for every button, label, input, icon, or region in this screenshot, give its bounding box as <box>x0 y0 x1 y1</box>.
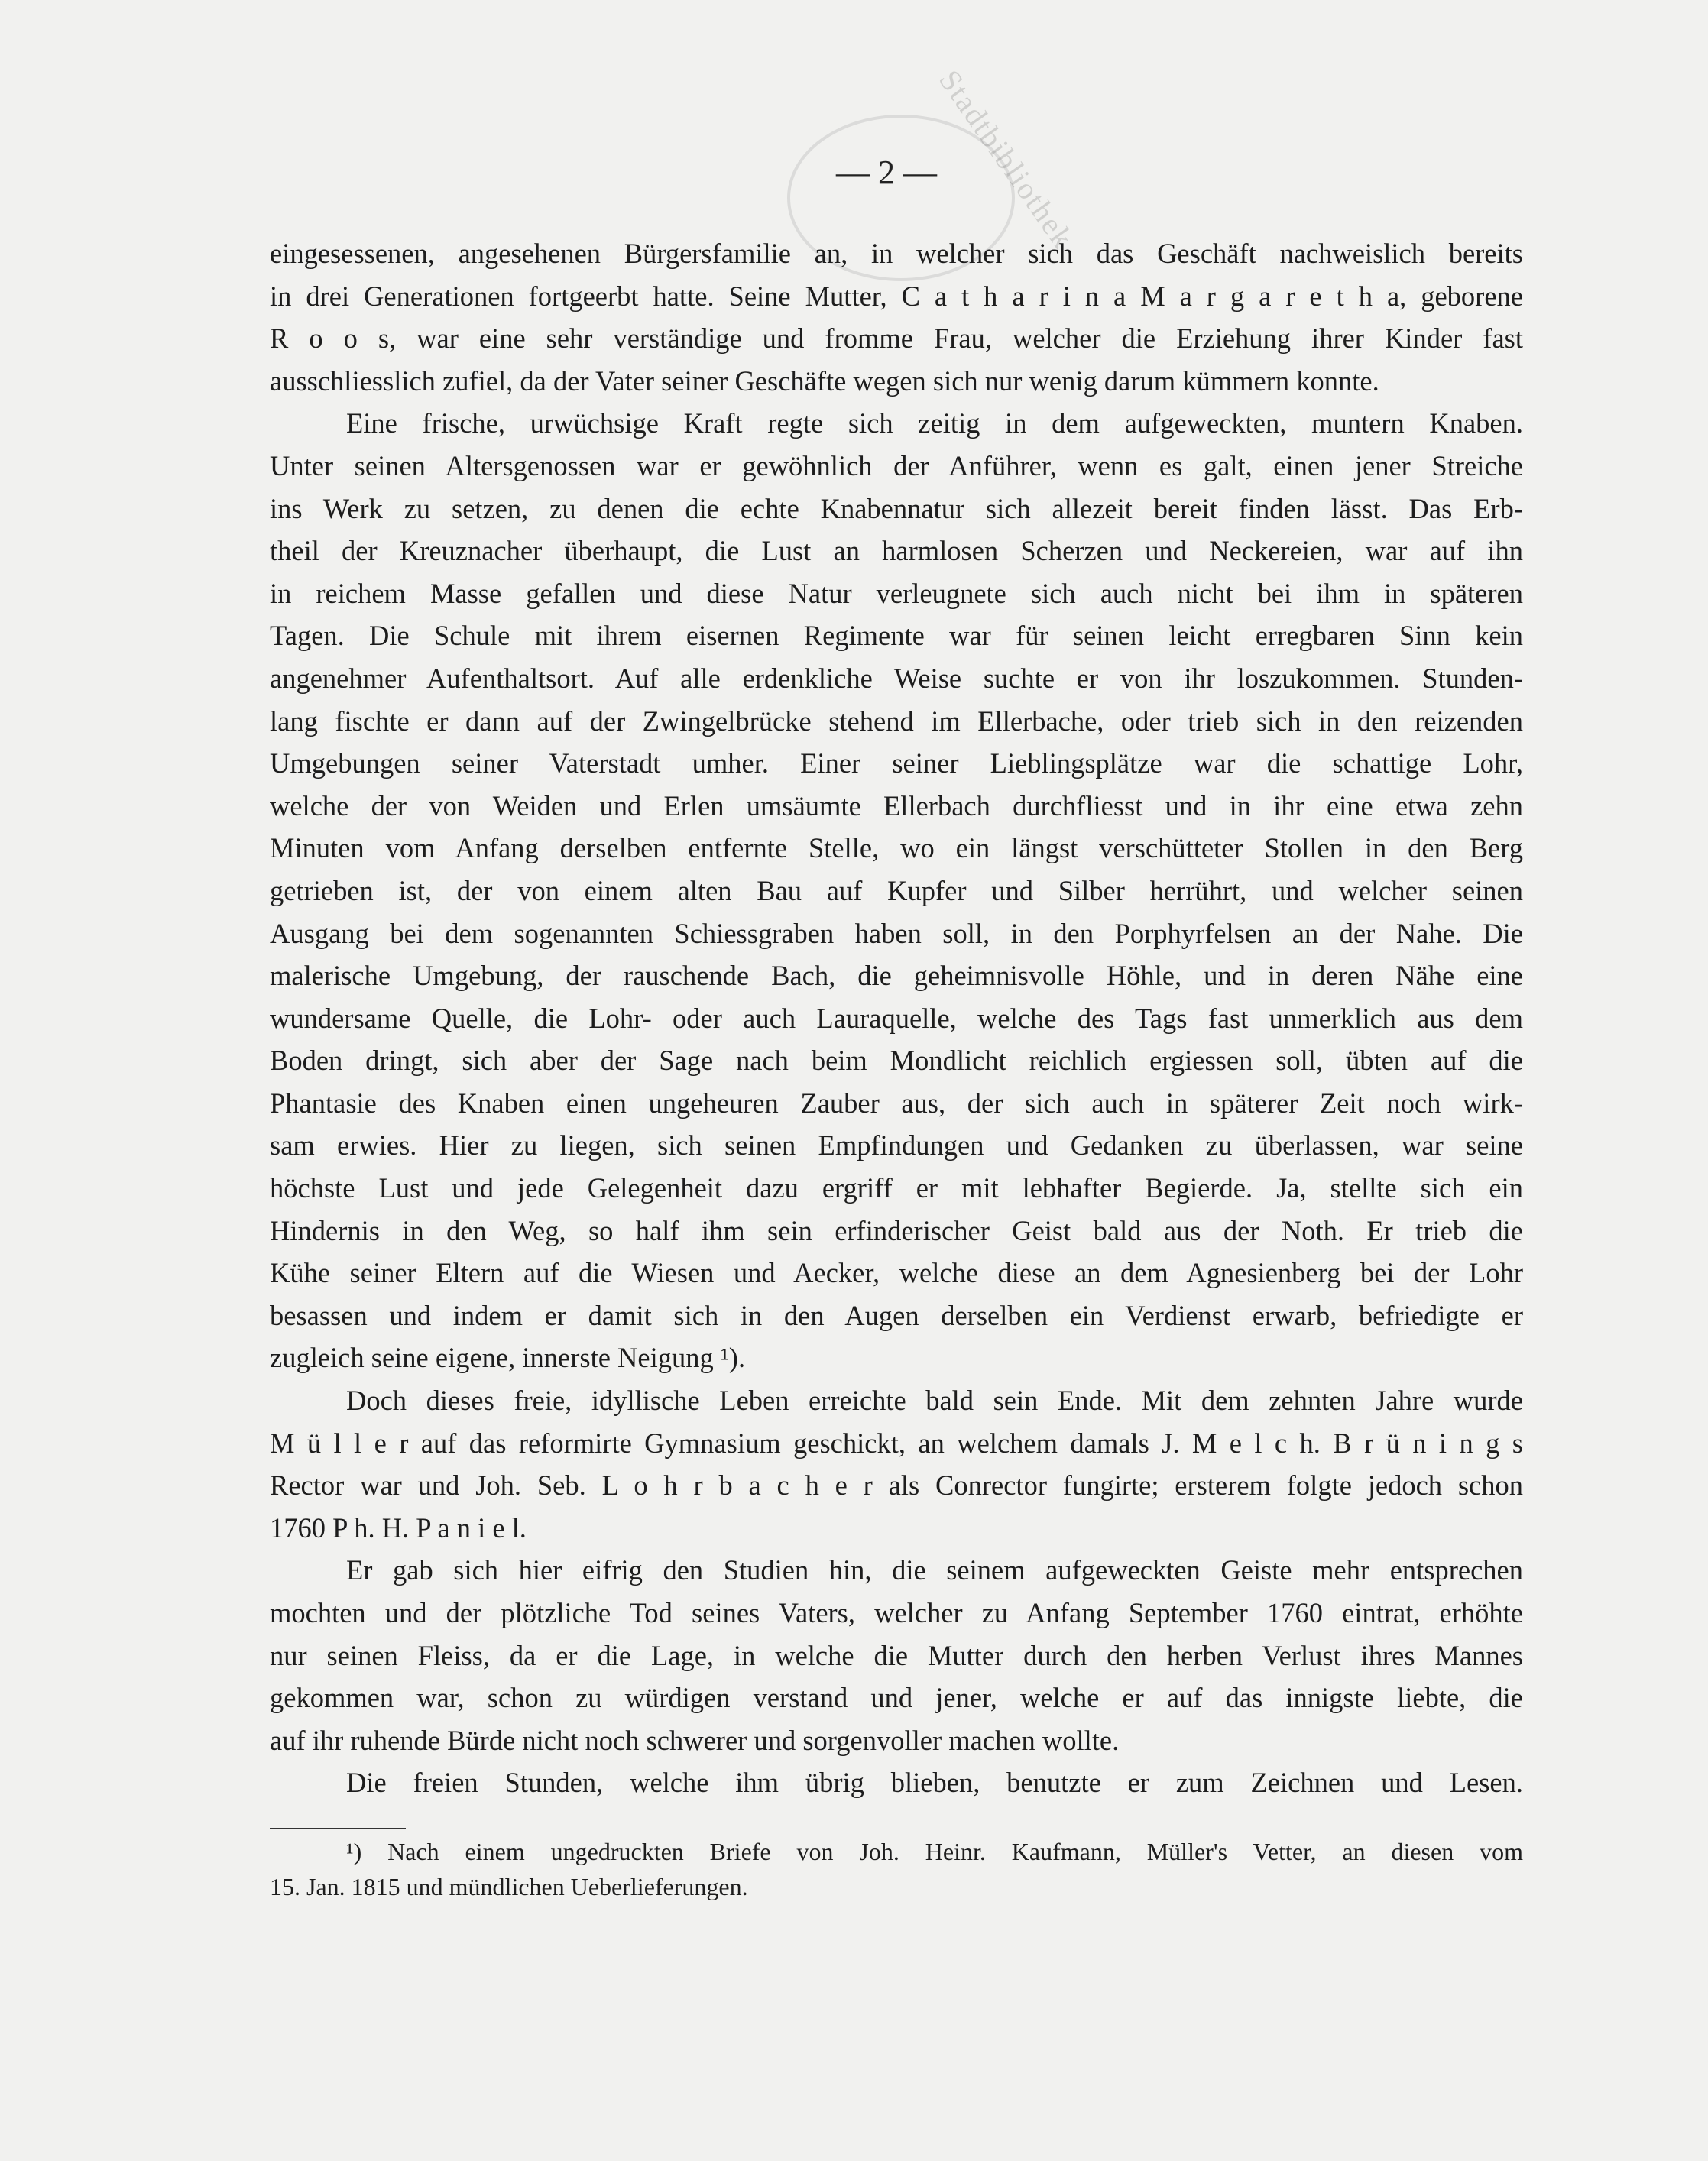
text-line: R o o s, war eine sehr verständige und fromme Frau, welcher die Erziehung ihrer Kinder fast <box>270 322 1523 355</box>
text-line: gekommen war, schon zu würdigen verstand und jener, welche er auf das innigste liebte, die <box>270 1682 1523 1714</box>
text-line: sam erwies. Hier zu liegen, sich seinen Empfindungen und Gedanken zu überlassen, war seine <box>270 1129 1523 1161</box>
text-line: theil der Kreuznacher überhaupt, die Lust an harmlosen Scherzen und Neckereien, war auf ihn <box>270 535 1523 567</box>
footnote-line: ¹) Nach einem ungedruckten Briefe von Joh. Heinr. Kaufmann, Müller's Vetter, an diesen vom <box>346 1838 1523 1865</box>
text-line: Phantasie des Knaben einen ungeheuren Zauber aus, der sich auch in späterer Zeit noch wirk- <box>270 1087 1523 1119</box>
text-line: höchste Lust und jede Gelegenheit dazu ergriff er mit lebhafter Begierde. Ja, stellte sich ein <box>270 1172 1523 1204</box>
text-line: Boden dringt, sich aber der Sage nach beim Mondlicht reichlich ergiessen soll, übten auf die <box>270 1045 1523 1077</box>
footnote-line: 15. Jan. 1815 und mündlichen Ueberlieferungen. <box>270 1873 748 1900</box>
text-line: Er gab sich hier eifrig den Studien hin, die seinem aufgeweckten Geiste mehr entsprechen <box>346 1554 1523 1586</box>
text-line: Minuten vom Anfang derselben entfernte Stelle, wo ein längst verschütteter Stollen in den Berg <box>270 832 1523 864</box>
text-line: lang fischte er dann auf der Zwingelbrücke stehend im Ellerbache, oder trieb sich in den reizenden <box>270 705 1523 737</box>
footnote-separator <box>270 1828 406 1829</box>
text-line: Eine frische, urwüchsige Kraft regte sich zeitig in dem aufgeweckten, muntern Knaben. <box>346 407 1523 439</box>
main-text-block <box>270 232 1523 1804</box>
text-line: getrieben ist, der von einem alten Bau auf Kupfer und Silber herrührt, und welcher seinen <box>270 874 1523 906</box>
text-line: besassen und indem er damit sich in den Augen derselben ein Verdienst erwarb, befriedigte er <box>270 1299 1523 1331</box>
text-line: M ü l l e r auf das reformirte Gymnasium geschickt, an welchem damals J. M e l c h. B r ü n i n g s <box>270 1427 1523 1459</box>
text-line: Kühe seiner Eltern auf die Wiesen und Aecker, welche diese an dem Agnesienberg bei der Lohr <box>270 1257 1523 1289</box>
library-stamp-text: Stadtbibliothek <box>932 63 1081 255</box>
text-line: wundersame Quelle, die Lohr- oder auch Lauraquelle, welche des Tags fast unmerklich aus dem <box>270 1002 1523 1034</box>
text-line: mochten und der plötzliche Tod seines Vaters, welcher zu Anfang September 1760 eintrat, erhöhte <box>270 1597 1523 1628</box>
text-line: angenehmer Aufenthaltsort. Auf alle erdenkliche Weise suchte er von ihr loszukommen. Stunden- <box>270 662 1523 694</box>
text-line: Unter seinen Altersgenossen war er gewöhnlich der Anführer, wenn es galt, einen jener Streiche <box>270 449 1523 481</box>
text-line: ins Werk zu setzen, zu denen die echte Knabennatur sich allezeit bereit finden lässt. Das Erb- <box>270 492 1523 524</box>
page-number: — 2 — <box>836 154 937 191</box>
text-line: auf ihr ruhende Bürde nicht noch schwerer und sorgenvoller machen wollte. <box>270 1724 1120 1756</box>
text-line: Tagen. Die Schule mit ihrem eisernen Regimente war für seinen leicht erregbaren Sinn kein <box>270 620 1523 652</box>
text-line: zugleich seine eigene, innerste Neigung ¹). <box>270 1342 746 1374</box>
footnote-block <box>270 1834 1523 1904</box>
text-line: Ausgang bei dem sogenannten Schiessgraben haben soll, in den Porphyrfelsen an der Nahe. Die <box>270 917 1523 949</box>
text-line: Umgebungen seiner Vaterstadt umher. Einer seiner Lieblingsplätze war die schattige Lohr, <box>270 747 1523 779</box>
text-line: in reichem Masse gefallen und diese Natur verleugnete sich auch nicht bei ihm in späteren <box>270 577 1523 609</box>
text-line: Doch dieses freie, idyllische Leben erreichte bald sein Ende. Mit dem zehnten Jahre wurde <box>346 1385 1523 1417</box>
text-line: 1760 P h. H. P a n i e l. <box>270 1511 527 1544</box>
text-line: eingesessenen, angesehenen Bürgersfamilie an, in welcher sich das Geschäft nachweislich bereits <box>270 238 1523 269</box>
text-line: in drei Generationen fortgeerbt hatte. Seine Mutter, C a t h a r i n a M a r g a r e t h a, geborene <box>270 280 1523 312</box>
text-line: malerische Umgebung, der rauschende Bach, die geheimnisvolle Höhle, und in deren Nähe eine <box>270 960 1523 992</box>
text-line: welche der von Weiden und Erlen umsäumte Ellerbach durchfliesst und in ihr eine etwa zehn <box>270 789 1523 821</box>
text-line: ausschliesslich zufiel, da der Vater seiner Geschäfte wegen sich nur wenig darum kümmern konnte. <box>270 364 1379 397</box>
text-line: Rector war und Joh. Seb. L o h r b a c h e r als Conrector fungirte; ersterem folgte jedoch schon <box>270 1469 1523 1502</box>
text-line: Die freien Stunden, welche ihm übrig blieben, benutzte er zum Zeichnen und Lesen. <box>346 1767 1523 1799</box>
text-line: nur seinen Fleiss, da er die Lage, in welche die Mutter durch den herben Verlust ihres Mannes <box>270 1639 1523 1671</box>
text-line: Hindernis in den Weg, so half ihm sein erfinderischer Geist bald aus der Noth. Er trieb die <box>270 1214 1523 1246</box>
